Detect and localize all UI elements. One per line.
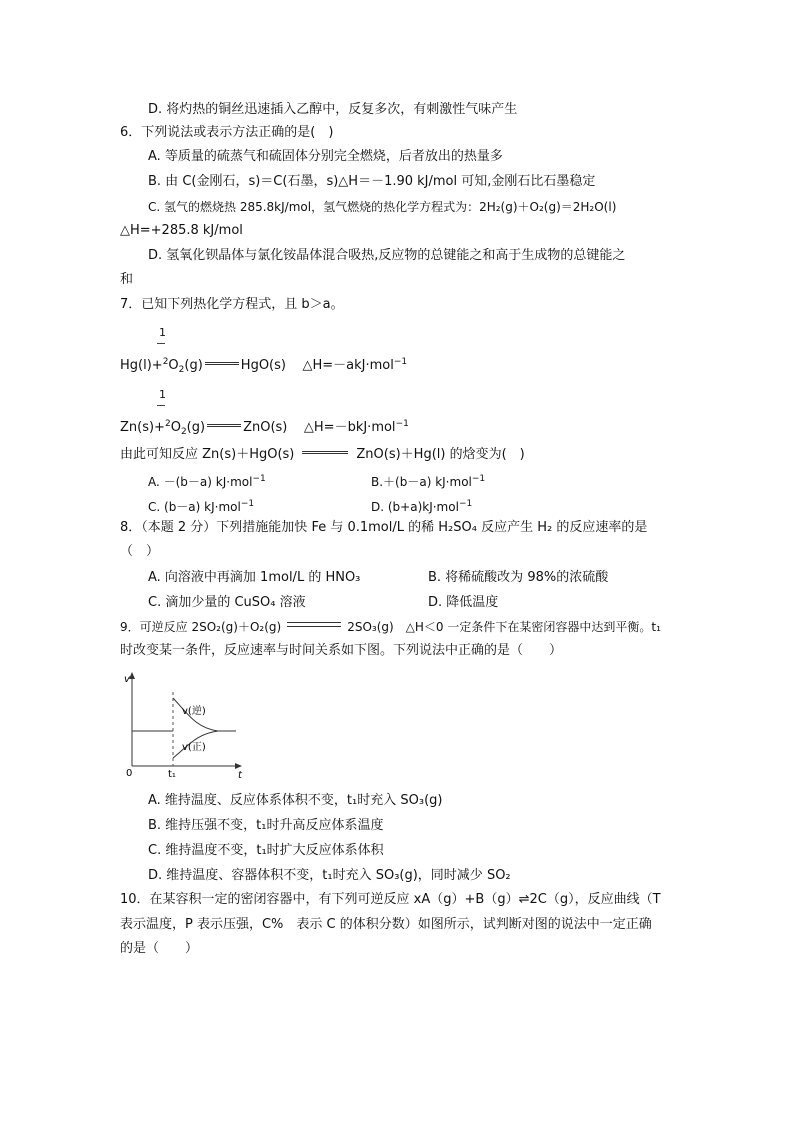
q7-question-line [120,446,525,464]
reverse-rate-label: v(逆) [182,706,206,717]
forward-rate-label: v(正) [182,742,206,753]
q7-option-d-text: D. (b+a)kJ·mol [371,500,459,514]
q9-products: 2SO₃(g) △H＜0 一定条件下在某密闭容器中达到平衡。t₁ [347,620,661,634]
origin-label: 0 [126,768,133,779]
q9-stem-line1 [120,618,661,636]
eq1-fraction-denominator: 2 [162,357,169,367]
q9-option-c: C. 维持温度不变，t₁时扩大反应体系体积 [148,843,384,858]
eq1-oxygen-state: (g) [184,358,203,373]
eq1-fraction-numerator: 1 [159,326,166,339]
q6-option-c-line1: C. 氢气的燃烧热 285.8kJ/mol，氢气燃烧的热化学方程式为：2H₂(g)＋O₂(g)＝2H₂O(l) [148,200,617,214]
q10-stem-line3: 的是（ ） [120,941,199,956]
eq1-enthalpy: △H=－akJ·mol [302,358,394,373]
q9-stem-line2: 时改变某一条件，反应速率与时间关系如下图。下列说法中正确的是（ ） [120,643,563,658]
q7-option-d-exp: −1 [458,499,473,509]
q7-option-b-text: B.＋(b－a) kJ·mol [371,475,472,489]
eq1-enthalpy-exponent: −1 [393,357,408,367]
t1-label: t₁ [168,769,176,780]
x-axis-label: t [238,770,242,781]
eq1-product: HgO(s) [240,358,286,373]
q5-option-d: D. 将灼热的铜丝迅速插入乙醇中，反复多次，有刺激性气味产生 [148,102,518,117]
q9-option-d: D. 维持温度、容器体积不变，t₁时充入 SO₃(g)，同时减少 SO₂ [148,868,511,883]
q8-stem-line2: （ ） [120,544,160,559]
q8-stem-line1: 8．（本题 2 分）下列措施能加快 Fe 与 0.1mol/L 的稀 H₂SO₄ 反应产生 H₂ 的反应速率的是 [120,520,648,535]
eq1-equals-sign [205,362,239,365]
q7-stem: 7．已知下列热化学方程式，且 b＞a。 [120,297,344,312]
eq2-oxygen-subscript: 2 [180,427,187,437]
eq1-oxygen-subscript: 2 [178,365,185,375]
q7-option-b [371,470,485,491]
eq2-oxygen: O [170,420,181,435]
q7-option-d [371,495,472,516]
q6-option-d-line1: D. 氢氧化钡晶体与氯化铵晶体混合吸热,反应物的总键能之和高于生成物的总键能之 [148,248,626,263]
q9-reactants: 9．可逆反应 2SO₂(g)＋O₂(g) [120,620,282,634]
q7-option-c-text: C. (b－a) kJ·mol [148,500,241,514]
q6-option-d-line2: 和 [120,272,134,287]
eq2-enthalpy-exponent: −1 [395,419,409,429]
q10-stem-line1: 10．在某容积一定的密闭容器中，有下列可逆反应 xA（g）+B（g）⇌2C（g），反应曲线（T [120,892,661,907]
q7-line-products: ZnO(s)＋Hg(l) 的焓变为( ) [356,447,525,462]
q7-option-b-exp: −1 [471,474,486,484]
eq2-fraction-denominator: 2 [164,419,171,429]
eq1-oxygen: O [168,358,179,373]
q7-option-c [148,495,254,516]
q7-option-a-exp: −1 [252,474,266,484]
eq2-fraction-bar [157,405,165,406]
q6-option-b: B. 由 C(金刚石，s)＝C(石墨，s)△H＝－1.90 kJ/mol 可知,金刚石比石墨稳定 [148,174,596,189]
eq2-equals-sign [207,424,241,427]
eq2-product: ZnO(s) [243,420,288,435]
q10-stem-line2: 表示温度，P 表示压强，C% 表示 C 的体积分数）如图所示，试判断对图的说法中一定正确 [120,917,652,932]
eq1-fraction-bar [157,343,165,344]
q8-option-b: B. 将稀硫酸改为 98%的浓硫酸 [428,570,609,585]
q7-equals-sign [302,451,348,454]
reversible-arrow-icon [287,622,341,628]
eq1-reactant-hg: Hg(l)+ [120,358,163,373]
x-axis-arrow-icon [235,763,242,769]
q7-option-a-text: A. －(b－a) kJ·mol [148,475,253,489]
eq2-reactant-zn: Zn(s)+ [120,420,165,435]
q9-option-a: A. 维持温度、反应体系体积不变，t₁时充入 SO₃(g) [148,793,443,808]
q7-option-a [148,470,266,491]
q8-option-c: C. 滴加少量的 CuSO₄ 溶液 [148,595,306,610]
eq2-fraction-numerator: 1 [159,388,166,401]
q6-option-c-line2: △H=+285.8 kJ/mol [120,223,243,238]
q7-line-reactants: 由此可知反应 Zn(s)＋HgO(s) [120,447,295,462]
q6-option-a: A. 等质量的硫蒸气和硫固体分别完全燃烧，后者放出的热量多 [148,149,503,164]
q7-equation-2 [120,415,409,441]
q8-option-d: D. 降低温度 [428,595,499,610]
q7-option-c-exp: −1 [240,499,255,509]
eq2-oxygen-state: (g) [186,420,206,435]
q8-option-a: A. 向溶液中再滴加 1mol/L 的 HNO₃ [148,570,361,585]
q7-equation-1 [120,353,407,379]
y-axis-label: v [124,674,130,685]
eq2-enthalpy: △H=－bkJ·mol [303,420,396,435]
rate-time-graph [118,670,248,782]
q9-option-b: B. 维持压强不变，t₁时升高反应体系温度 [148,818,384,833]
q6-stem: 6．下列说法或表示方法正确的是( ) [120,125,334,140]
